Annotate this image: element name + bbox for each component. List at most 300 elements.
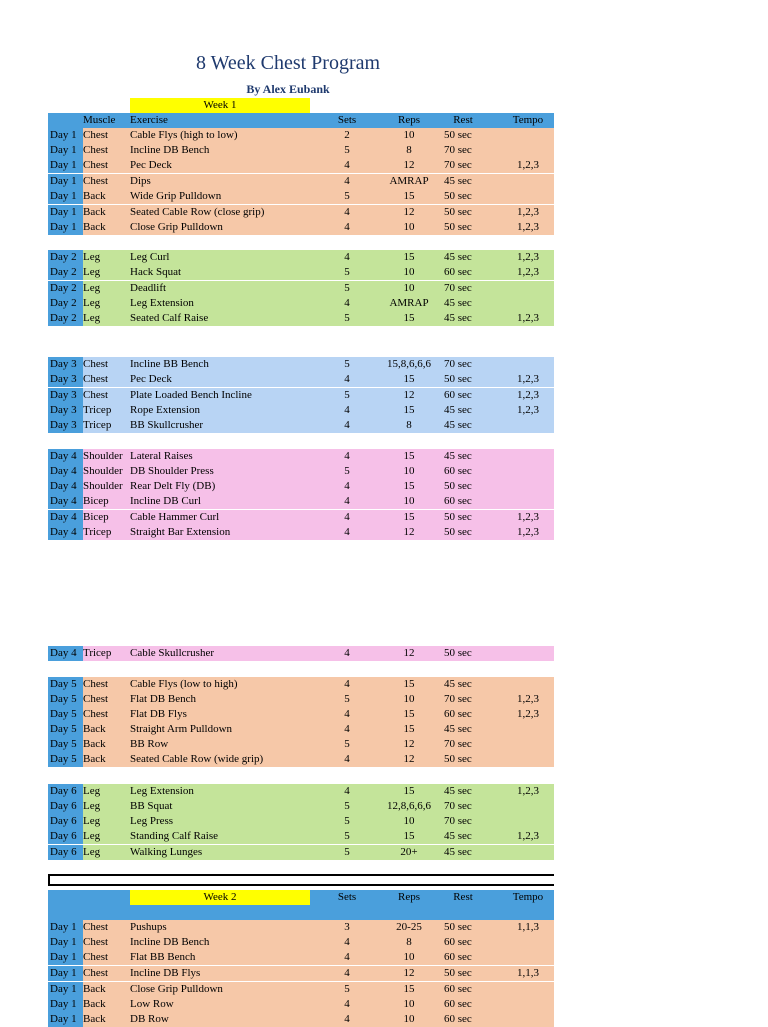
rest-cell: 60 sec [444, 951, 472, 963]
day-cell: Day 1 [48, 189, 83, 204]
tempo-cell [503, 935, 553, 950]
reps-cell: 15 [403, 190, 415, 202]
table-row [48, 707, 554, 722]
tempo-cell: 1,2,3 [517, 373, 539, 385]
table-row [48, 479, 554, 494]
sets-cell: 5 [344, 693, 350, 705]
muscle-cell: Tricep [83, 647, 112, 659]
rest-cell: 45 sec [444, 419, 472, 431]
tempo-cell: 1,2,3 [517, 251, 539, 263]
day-cell: Day 4 [48, 479, 83, 494]
rest-cell: 70 sec [444, 282, 472, 294]
reps-cell: 15 [403, 511, 415, 523]
reps-cell: 10 [403, 951, 415, 963]
tempo-cell [503, 128, 553, 143]
day-cell: Day 4 [48, 494, 83, 509]
exercise-cell: Wide Grip Pulldown [130, 190, 222, 202]
table-row [48, 128, 554, 143]
day-cell: Day 1 [48, 950, 83, 965]
muscle-cell: Chest [83, 159, 109, 171]
table-row [48, 449, 554, 464]
reps-cell: 10 [403, 465, 415, 477]
reps-cell: 15 [403, 708, 415, 720]
rest-cell: 60 sec [444, 998, 472, 1010]
reps-cell: 10 [403, 495, 415, 507]
exercise-cell: Seated Cable Row (close grip) [130, 206, 265, 218]
day-cell: Day 5 [48, 722, 83, 737]
day-cell: Day 1 [48, 1012, 83, 1027]
table-row [48, 189, 554, 204]
tempo-cell [503, 982, 553, 997]
muscle-cell: Leg [83, 800, 101, 812]
sets-cell: 4 [344, 297, 350, 309]
table-row [48, 357, 554, 372]
muscle-cell: Shoulder [83, 450, 123, 462]
exercise-cell: Leg Press [130, 815, 174, 827]
header-day [48, 113, 83, 128]
day-cell: Day 5 [48, 692, 83, 707]
rest-cell: 50 sec [444, 526, 472, 538]
day-cell: Day 2 [48, 250, 83, 265]
sets-cell: 5 [344, 983, 350, 995]
header-muscle: Muscle [83, 114, 116, 126]
table-row [48, 997, 554, 1012]
table-row [48, 784, 554, 799]
table-row [48, 372, 554, 387]
exercise-cell: Rear Delt Fly (DB) [130, 480, 216, 492]
reps-cell: 10 [403, 998, 415, 1010]
muscle-cell: Chest [83, 373, 109, 385]
tempo-cell: 1,2,3 [517, 693, 539, 705]
table-row [48, 205, 554, 220]
exercise-cell: Walking Lunges [130, 846, 203, 858]
rest-cell: 70 sec [444, 159, 472, 171]
header-sets: Sets [337, 891, 357, 903]
rest-cell: 60 sec [444, 1013, 472, 1025]
muscle-cell: Bicep [83, 495, 109, 507]
muscle-cell: Back [83, 723, 106, 735]
rest-cell: 45 sec [444, 846, 472, 858]
muscle-cell: Leg [83, 312, 101, 324]
muscle-cell: Back [83, 738, 106, 750]
table-row [48, 646, 554, 661]
exercise-cell: Pec Deck [130, 373, 172, 385]
rest-cell: 70 sec [444, 738, 472, 750]
sets-cell: 5 [344, 465, 350, 477]
table-row [48, 982, 554, 997]
rest-cell: 60 sec [444, 936, 472, 948]
sets-cell: 5 [344, 282, 350, 294]
rest-cell: 50 sec [444, 129, 472, 141]
reps-cell: 12 [403, 647, 415, 659]
reps-cell: 15 [403, 785, 415, 797]
tempo-cell [503, 281, 553, 296]
sets-cell: 4 [344, 175, 350, 187]
rest-cell: 45 sec [444, 404, 472, 416]
rest-cell: 70 sec [444, 144, 472, 156]
tempo-cell: 1,1,3 [517, 921, 539, 933]
reps-cell: 10 [403, 266, 415, 278]
tempo-cell [503, 479, 553, 494]
day-cell: Day 3 [48, 388, 83, 403]
exercise-cell: Incline DB Bench [130, 936, 210, 948]
sets-cell: 4 [344, 404, 350, 416]
reps-cell: 15 [403, 678, 415, 690]
reps-cell: 8 [406, 936, 412, 948]
exercise-cell: Low Row [130, 998, 174, 1010]
sets-cell: 4 [344, 647, 350, 659]
day-cell: Day 1 [48, 128, 83, 143]
reps-cell: 15 [403, 450, 415, 462]
reps-cell: 15 [403, 723, 415, 735]
muscle-cell: Back [83, 998, 106, 1010]
day-cell: Day 1 [48, 966, 83, 981]
exercise-cell: Incline DB Curl [130, 495, 201, 507]
sets-cell: 5 [344, 266, 350, 278]
table-row [48, 845, 554, 860]
sets-cell: 4 [344, 951, 350, 963]
day-cell: Day 3 [48, 403, 83, 418]
rest-cell: 45 sec [444, 678, 472, 690]
muscle-cell: Leg [83, 815, 101, 827]
reps-cell: 10 [403, 1013, 415, 1025]
reps-cell: 12,8,6,6,6 [387, 800, 431, 812]
sets-cell: 4 [344, 480, 350, 492]
rest-cell: 50 sec [444, 221, 472, 233]
muscle-cell: Leg [83, 282, 101, 294]
muscle-cell: Chest [83, 389, 109, 401]
sets-cell: 2 [344, 129, 350, 141]
tempo-cell [503, 143, 553, 158]
reps-cell: 12 [403, 967, 415, 979]
muscle-cell: Leg [83, 266, 101, 278]
table-row [48, 737, 554, 752]
rest-cell: 50 sec [444, 647, 472, 659]
rest-cell: 50 sec [444, 190, 472, 202]
reps-cell: 8 [406, 419, 412, 431]
header-rest: Rest [453, 114, 473, 126]
table-row [48, 966, 554, 981]
reps-cell: 15 [403, 830, 415, 842]
exercise-cell: Hack Squat [130, 266, 182, 278]
day-cell: Day 2 [48, 281, 83, 296]
table-row [48, 494, 554, 509]
muscle-cell: Chest [83, 129, 109, 141]
header-exercise: Exercise [130, 114, 168, 126]
sets-cell: 4 [344, 495, 350, 507]
exercise-cell: Flat DB Flys [130, 708, 187, 720]
table-row [48, 250, 554, 265]
table-row [48, 510, 554, 525]
tempo-cell: 1,2,3 [517, 404, 539, 416]
sets-cell: 4 [344, 450, 350, 462]
table-row [48, 281, 554, 296]
exercise-cell: Leg Curl [130, 251, 170, 263]
exercise-cell: Seated Cable Row (wide grip) [130, 753, 264, 765]
rest-cell: 50 sec [444, 480, 472, 492]
exercise-cell: Incline BB Bench [130, 358, 209, 370]
exercise-cell: BB Squat [130, 800, 173, 812]
day-cell: Day 2 [48, 296, 83, 311]
muscle-cell: Back [83, 206, 106, 218]
tempo-cell [503, 752, 553, 767]
week-1-header-row [48, 113, 554, 128]
day-cell: Day 4 [48, 525, 83, 540]
sets-cell: 5 [344, 830, 350, 842]
tempo-cell [503, 737, 553, 752]
exercise-cell: Dips [130, 175, 151, 187]
reps-cell: AMRAP [389, 175, 429, 187]
exercise-cell: Straight Bar Extension [130, 526, 231, 538]
sets-cell: 4 [344, 678, 350, 690]
day-cell: Day 5 [48, 677, 83, 692]
exercise-cell: Pushups [130, 921, 167, 933]
tempo-cell: 1,2,3 [517, 708, 539, 720]
exercise-cell: Deadlift [130, 282, 167, 294]
exercise-cell: Plate Loaded Bench Incline [130, 389, 252, 401]
sets-cell: 5 [344, 190, 350, 202]
muscle-cell: Tricep [83, 404, 112, 416]
section-divider [48, 874, 554, 886]
reps-cell: 15,8,6,6,6 [387, 358, 431, 370]
sets-cell: 5 [344, 738, 350, 750]
header-sets: Sets [337, 114, 357, 126]
week-2-label: Week 2 [130, 890, 310, 905]
exercise-cell: Incline DB Flys [130, 967, 201, 979]
reps-cell: 10 [403, 221, 415, 233]
sets-cell: 5 [344, 846, 350, 858]
day-cell: Day 1 [48, 935, 83, 950]
muscle-cell: Leg [83, 846, 101, 858]
rest-cell: 50 sec [444, 206, 472, 218]
sets-cell: 4 [344, 206, 350, 218]
rest-cell: 70 sec [444, 693, 472, 705]
sets-cell: 4 [344, 753, 350, 765]
header-reps: Reps [398, 114, 420, 126]
exercise-cell: DB Shoulder Press [130, 465, 214, 477]
sets-cell: 5 [344, 389, 350, 401]
muscle-cell: Shoulder [83, 480, 123, 492]
exercise-cell: Cable Hammer Curl [130, 511, 220, 523]
tempo-cell [503, 646, 553, 661]
reps-cell: 8 [406, 144, 412, 156]
table-row [48, 265, 554, 280]
table-row [48, 677, 554, 692]
reps-cell: 15 [403, 983, 415, 995]
header-reps: Reps [398, 891, 420, 903]
tempo-cell [503, 357, 553, 372]
tempo-cell: 1,2,3 [517, 785, 539, 797]
muscle-cell: Back [83, 221, 106, 233]
tempo-cell [503, 799, 553, 814]
sets-cell: 4 [344, 419, 350, 431]
day-cell: Day 1 [48, 982, 83, 997]
rest-cell: 70 sec [444, 815, 472, 827]
day-cell: Day 1 [48, 920, 83, 935]
rest-cell: 60 sec [444, 465, 472, 477]
table-row [48, 220, 554, 235]
sets-cell: 4 [344, 511, 350, 523]
rest-cell: 50 sec [444, 921, 472, 933]
exercise-cell: BB Row [130, 738, 169, 750]
sets-cell: 4 [344, 1013, 350, 1025]
table-row [48, 752, 554, 767]
tempo-cell [503, 494, 553, 509]
muscle-cell: Chest [83, 358, 109, 370]
week-2-header-row [48, 890, 554, 905]
day-cell: Day 1 [48, 158, 83, 173]
reps-cell: 15 [403, 312, 415, 324]
tempo-cell [503, 722, 553, 737]
reps-cell: 12 [403, 159, 415, 171]
day-cell: Day 1 [48, 220, 83, 235]
table-row [48, 143, 554, 158]
exercise-cell: Cable Flys (high to low) [130, 129, 238, 141]
muscle-cell: Chest [83, 175, 109, 187]
exercise-cell: Incline DB Bench [130, 144, 210, 156]
table-row [48, 158, 554, 173]
reps-cell: 12 [403, 206, 415, 218]
muscle-cell: Chest [83, 678, 109, 690]
table-row [48, 920, 554, 935]
table-row [48, 403, 554, 418]
muscle-cell: Chest [83, 693, 109, 705]
rest-cell: 60 sec [444, 708, 472, 720]
day-cell: Day 1 [48, 997, 83, 1012]
exercise-cell: Lateral Raises [130, 450, 193, 462]
exercise-cell: Leg Extension [130, 297, 194, 309]
reps-cell: 15 [403, 251, 415, 263]
reps-cell: 20-25 [396, 921, 422, 933]
tempo-cell [503, 950, 553, 965]
sets-cell: 4 [344, 221, 350, 233]
tempo-cell [503, 464, 553, 479]
muscle-cell: Leg [83, 830, 101, 842]
page-subtitle: By Alex Eubank [246, 82, 330, 96]
day-cell: Day 2 [48, 265, 83, 280]
muscle-cell: Leg [83, 297, 101, 309]
exercise-cell: Standing Calf Raise [130, 830, 218, 842]
table-row [48, 814, 554, 829]
sets-cell: 4 [344, 251, 350, 263]
muscle-cell: Chest [83, 921, 109, 933]
tempo-cell: 1,2,3 [517, 266, 539, 278]
day-cell: Day 5 [48, 737, 83, 752]
day-cell: Day 5 [48, 707, 83, 722]
sets-cell: 4 [344, 159, 350, 171]
reps-cell: 12 [403, 526, 415, 538]
day-cell: Day 1 [48, 143, 83, 158]
sets-cell: 5 [344, 144, 350, 156]
tempo-cell: 1,2,3 [517, 206, 539, 218]
tempo-cell: 1,1,3 [517, 967, 539, 979]
tempo-cell: 1,2,3 [517, 389, 539, 401]
muscle-cell: Chest [83, 708, 109, 720]
tempo-cell: 1,2,3 [517, 221, 539, 233]
day-cell: Day 1 [48, 174, 83, 189]
muscle-cell: Tricep [83, 526, 112, 538]
day-cell: Day 6 [48, 814, 83, 829]
day-cell: Day 6 [48, 829, 83, 844]
day-cell: Day 6 [48, 845, 83, 860]
exercise-cell: Straight Arm Pulldown [130, 723, 233, 735]
reps-cell: 15 [403, 480, 415, 492]
sets-cell: 5 [344, 800, 350, 812]
exercise-cell: DB Row [130, 1013, 169, 1025]
rest-cell: 50 sec [444, 511, 472, 523]
week-1-label: Week 1 [130, 98, 310, 113]
tempo-cell [503, 677, 553, 692]
header-tempo: Tempo [512, 891, 544, 903]
muscle-cell: Back [83, 190, 106, 202]
muscle-cell: Tricep [83, 419, 112, 431]
day-cell: Day 3 [48, 372, 83, 387]
day-cell: Day 3 [48, 418, 83, 433]
muscle-cell: Chest [83, 144, 109, 156]
rest-cell: 45 sec [444, 785, 472, 797]
tempo-cell: 1,2,3 [517, 312, 539, 324]
muscle-cell: Chest [83, 936, 109, 948]
tempo-cell [503, 296, 553, 311]
rest-cell: 60 sec [444, 983, 472, 995]
tempo-cell: 1,2,3 [517, 830, 539, 842]
sets-cell: 4 [344, 708, 350, 720]
table-row [48, 935, 554, 950]
table-row [48, 950, 554, 965]
exercise-cell: Close Grip Pulldown [130, 221, 223, 233]
exercise-cell: Cable Skullcrusher [130, 647, 215, 659]
exercise-cell: Flat DB Bench [130, 693, 196, 705]
sets-cell: 4 [344, 526, 350, 538]
table-row [48, 418, 554, 433]
muscle-cell: Bicep [83, 511, 109, 523]
day-cell: Day 4 [48, 464, 83, 479]
exercise-cell: Close Grip Pulldown [130, 983, 223, 995]
exercise-cell: Flat BB Bench [130, 951, 196, 963]
header-rest: Rest [453, 891, 473, 903]
day-cell: Day 4 [48, 510, 83, 525]
muscle-cell: Leg [83, 251, 101, 263]
reps-cell: 12 [403, 753, 415, 765]
exercise-cell: Cable Flys (low to high) [130, 678, 238, 690]
muscle-cell: Shoulder [83, 465, 123, 477]
day-cell: Day 6 [48, 784, 83, 799]
reps-cell: 15 [403, 373, 415, 385]
rest-cell: 45 sec [444, 450, 472, 462]
rest-cell: 50 sec [444, 753, 472, 765]
tempo-cell [503, 174, 553, 189]
exercise-cell: BB Skullcrusher [130, 419, 204, 431]
header-tempo: Tempo [512, 114, 544, 126]
tempo-cell [503, 997, 553, 1012]
rest-cell: 45 sec [444, 175, 472, 187]
reps-cell: 10 [403, 693, 415, 705]
page-title: 8 Week Chest Program [195, 52, 381, 74]
reps-cell: 10 [403, 815, 415, 827]
table-row [48, 311, 554, 326]
day-cell: Day 6 [48, 799, 83, 814]
rest-cell: 60 sec [444, 389, 472, 401]
rest-cell: 70 sec [444, 800, 472, 812]
rest-cell: 45 sec [444, 251, 472, 263]
rest-cell: 45 sec [444, 297, 472, 309]
table-row [48, 799, 554, 814]
reps-cell: 10 [403, 129, 415, 141]
muscle-cell: Chest [83, 951, 109, 963]
reps-cell: 12 [403, 389, 415, 401]
reps-cell: 10 [403, 282, 415, 294]
day-cell: Day 3 [48, 357, 83, 372]
